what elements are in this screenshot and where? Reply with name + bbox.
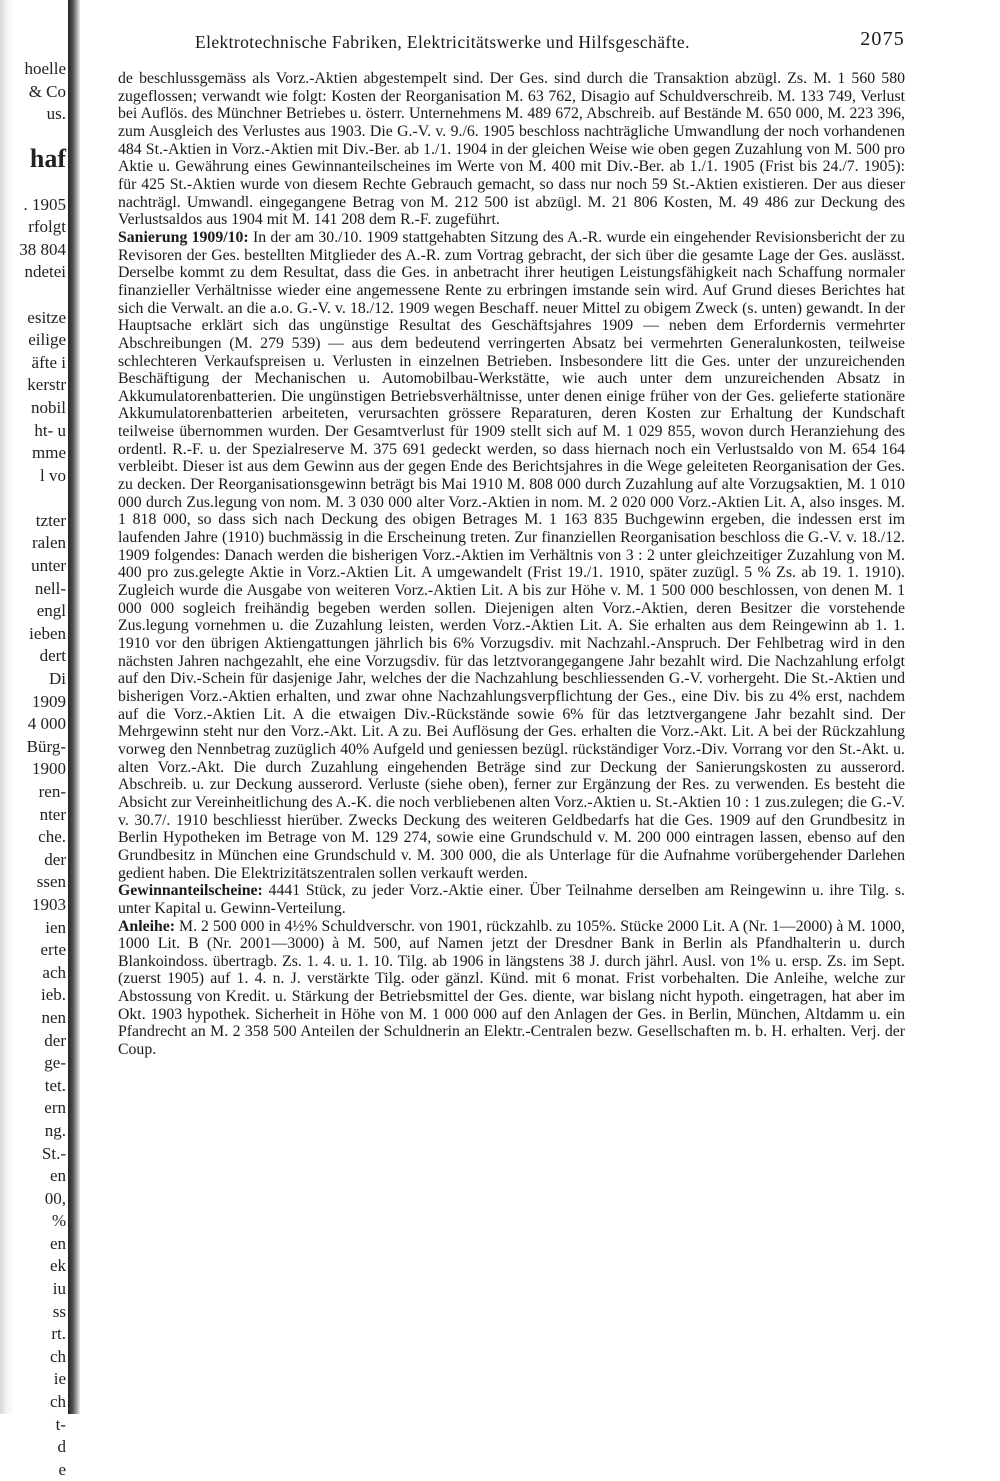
fragment-line: kerstr bbox=[27, 375, 66, 395]
fragment-line: ren- bbox=[38, 782, 66, 801]
fragment-line: us. bbox=[46, 104, 66, 124]
running-header bbox=[195, 28, 905, 56]
fragment-line: ie bbox=[53, 1369, 66, 1389]
fragment-line: ieb. bbox=[40, 985, 66, 1005]
paragraph-text: de beschlussgemäss als Vorz.-Aktien abgestempelt sind. Der Ges. sind durch die Transaktion abzügl. Zs. M. 1 560 580 zugeflossen; verwandt wie folgt: Kosten der Reorganisation M. 63 762, Disagio auf Schuldverschreib. M. 133 749, Verlust bei Auflös. des Münchner Betriebes u. österr. Unternehmens M. 489 672, Abschreib. auf Bestände M. 650 000, M. 223 396, zum Ausgleich des Verlustes aus 1903. Die G.-V. v. 9./6. 1905 beschloss nachträgliche Umwandlung der noch vorhandenen 484 St.-Aktien in Vorz.-Aktien mit Div.-Ber. ab 1./1. 1904 in der gleichen Weise wie oben gegen Zuzahlung von M. 500 pro Aktie u. Gewährung eines Gewinnanteilscheines im Werte von M. 400 mit Div.-Ber. ab 1./1. 1905 (Frist bis 24./7. 1905): für 425 St.-Aktien wurde von diesem Rechte Gebrauch gemacht, so dass nur noch 59 St.-Aktien existieren. Der aus dieser nachträgl. Umwandl. eingegangene Betrag von M. 212 500 ist abzügl. M. 21 806 Kosten, M. 49 486 zur Deckung des Verlustsaldos aus 1904 mit M. 141 208 dem R.-F. zugeführt. bbox=[118, 70, 905, 229]
fragment-line: tet. bbox=[44, 1075, 66, 1095]
page-body bbox=[118, 70, 905, 1406]
paragraph-intro bbox=[118, 70, 905, 229]
fragment-line: en bbox=[49, 1166, 66, 1186]
fragment-line: 1909 bbox=[32, 691, 66, 711]
fragment-line: rt. bbox=[51, 1324, 66, 1344]
fragment-line: . 1905 bbox=[23, 194, 66, 214]
fragment-line: 4 000 bbox=[27, 714, 66, 734]
fragment-line: rfolgt bbox=[28, 217, 66, 237]
fragment-line: ht- u bbox=[34, 420, 66, 440]
paragraph-text: In der am 30./10. 1909 stattgehabten Sitzung des A.-R. wurde ein eingehender Revisionsbericht der zu Revisoren der Ges. bestellten Mitglieder des A.-R. zum Vortrag gebracht, der sich über die gesamte Lage der Ges. auslässt. Derselbe kommt zu dem Resultat, dass die Ges. in anbetracht ihrer heutigen Leistungsfähigkeit nach Schaffung normaler finanzieller Verhältnisse wieder eine angemessene Rente zu erbringen imstande sein wird. Auf Grund dieses Berichtes hat sich die Verwalt. an die a.o. G.-V. v. 18./12. 1909 wegen Beschaff. neuer Mittel zu obigem Zweck (s. unten) gewandt. In der Hauptsache erklärt sich das ungünstige Resultat des Geschäftsjahres 1909 — neben dem Erfordernis vermehrter Abschreibungen (M. 279 539) — aus dem bedeutend verringerten Absatz bei vermehrten Generalunkosten, teilweise schlechteren Verkaufspreisen u. Verlusten in einzelnen Betrieben. Insbesondere litt die Ges. unter der unzureichenden Beschäftigung der Mechanischen u. Automobilbau-Werkstätte, wie auch unter dem unzureichenden Absatz in Akkumulatorenbatterien. Die ungünstigen Betriebsverhältnisse, unter denen einige früher von der Ges. gelieferte stationäre Akkumulatorenbatterien arbeiteten, verursachten grössere Reparaturen, deren Kosten zur Erhaltung der Kundschaft teilweise übernommen wurden. Der Gesamtverlust für 1909 stellt sich auf M. 1 029 855, wovon durch Heranziehung des ordentl. R.-F. u. der Spezialreserve M. 375 691 gedeckt werden, so dass hiernach noch ein Verlustsaldo von M. 654 164 verbleibt. Dieser ist aus dem Gewinn aus der gegen Ende des Berichtsjahres in die Wege geleiteten Reorganisation der Ges. zu decken. Der Reorganisationsgewinn beträgt bis Mai 1910 M. 808 000 durch Zuzahlung auf alte Vorzugsaktien, M. 1 010 000 durch Zus.legung von nom. M. 3 030 000 alter Vorz.-Aktien in nom. M. 2 020 000 Vorz.-Aktien Lit. A, also insges. M. 1 818 000, so dass sich nach Deckung des obigen Betrages M. 1 163 835 Buchgewinn ergeben, die indessen erst im laufenden Jahre (1910) buchmässig in die Erscheinung treten. Zur finanziellen Reorganisation beschloss die G.-V. v. 18./12. 1909 folgendes: Danach werden die bisherigen Vorz.-Aktien im Verhältnis von 3 : 2 unter gleichzeitiger Zuzahlung von M. 400 pro zus.gelegte Aktie in Vorz.-Aktien Lit. A umgewandelt (Frist 19./1. 1910, später zuzügl. 5 % Zs. ab 19. 1. 1910). Zugleich wurde die Ausgabe von weiteren Vorz.-Aktien Lit. A bis zur Höhe v. M. 1 500 000 beschlossen, von denen M. 1 000 000 sogleich freihändig begeben werden sollen. Diejenigen alten Vorz.-Aktien, deren Besitzer die vorstehende Zus.legung vornehmen u. die Zuzahlung leisten, werden Vorz.-Aktien Lit. A. Sie erhalten aus dem Reingewinn ab 1. 1. 1910 vor den übrigen Aktiengattungen jährlich bis 6% Vorzugsdiv. mit Nachzahl.-Anspruch. Der Fehlbetrag wird in den nächsten Jahren nachgezahlt, ehe eine Vorzugsdiv. für das letztvorangegangene Jahr bezahlt wird. Die Nachzahlung erfolgt auf den Div.-Schein für dasjenige Jahr, welches der die Nachzahlung beschliessenden G.-V. vorhergeht. Die St.-Aktien und bisherigen Vorz.-Aktien erhalten, und zwar ohne Nachzahlungsverpflichtung der Ges., eine Div. bis zu 4% erst, nachdem auf die Vorz.-Aktien Lit. A die etwaigen Div.-Rückstände sowie 6% für das letztvergangene Jahr bezahlt sind. Der Mehrgewinn steht nur den Vorz.-Akt. Lit. A zu. Bei Auflösung der Ges. erhalten die Vorz.-Akt. Lit. A bei der Rückzahlung vorweg den Nennbetrag zuzüglich 40% Aufgeld und geniessen bezügl. rückständiger Vorz.-Div. Vorrang vor den St.-Akt. u. alten Vorz.-Akt. Die durch Zuzahlung eingehenden Beträge sind zur Deckung der Sanierungskosten zu ausserord. Abschreib. u. zur Deckung ausserord. Verluste (siehe oben), ferner zur Ergänzung der Res. zu verwenden. Es besteht die Absicht zur Vereinheitlichung des A.-K. die noch verbliebenen alten Vorz.-Aktien u. St.-Aktien 10 : 1 zus.zulegen; die G.-V. v. 30.7/. 1910 beschliesst hierüber. Zwecks Deckung des weiteren Geldbedarfs hat die Ges. 1909 auf den Grundbesitz in Berlin Hypotheken im Betrage von M. 129 274, sowie eine Grundschuld v. M. 200 000 eintragen lassen, ebenso auf den Grundbesitz in München eine Grundschuld v. M. 300 000, die als Unterlage für die Aufnahme vorübergehender Darlehen gedient haben. Die Elektrizitätszentralen sollen verkauft werden. bbox=[118, 228, 905, 882]
fragment-line: dert bbox=[39, 646, 66, 666]
fragment-line: nen bbox=[41, 1007, 66, 1027]
paragraph-gewinnanteilscheine bbox=[118, 882, 905, 917]
fragment-line: nter bbox=[39, 804, 66, 824]
adjacent-page-fragment bbox=[0, 58, 70, 1479]
fragment-line: tzter bbox=[35, 510, 66, 530]
fragment-line: ieben bbox=[29, 623, 66, 643]
paragraph-lead: Gewinnanteilscheine: bbox=[118, 882, 263, 900]
fragment-line: engl bbox=[36, 601, 66, 621]
fragment-line: en bbox=[49, 1233, 66, 1253]
fragment-line bbox=[0, 171, 70, 194]
page-number: 2075 bbox=[860, 28, 905, 50]
fragment-line bbox=[0, 284, 70, 307]
fragment-line: 1903 bbox=[32, 894, 66, 914]
fragment-line: erte bbox=[40, 940, 66, 960]
fragment-line: Di bbox=[49, 669, 66, 689]
paragraph-sanierung bbox=[118, 229, 905, 882]
fragment-line: ss bbox=[52, 1301, 66, 1321]
fragment-line: ek bbox=[49, 1256, 66, 1276]
fragment-line: eilige bbox=[28, 330, 66, 350]
fragment-line: unter bbox=[31, 556, 66, 576]
paragraph-lead: Sanierung 1909/10: bbox=[118, 228, 249, 246]
fragment-line: ge- bbox=[44, 1053, 66, 1073]
fragment-line: St.- bbox=[41, 1143, 66, 1163]
fragment-line: äfte i bbox=[31, 352, 66, 372]
paragraph-anleihe bbox=[118, 918, 905, 1059]
fragment-line: che. bbox=[38, 827, 66, 847]
fragment-line: haf bbox=[29, 144, 66, 174]
paragraph-text: 4441 Stück, zu jeder Vorz.-Aktie einer. Über Teilnahme derselben am Reingewinn u. ihre Tilg. s. unter Kapital u. Gewinn-Verteilung. bbox=[118, 882, 905, 917]
fragment-line bbox=[0, 487, 70, 510]
fragment-line: nell- bbox=[34, 578, 66, 598]
fragment-line: Bürg- bbox=[26, 736, 66, 756]
fragment-line: ch bbox=[49, 1346, 66, 1366]
fragment-line: & Co bbox=[28, 81, 66, 101]
fragment-line: iu bbox=[52, 1279, 66, 1299]
fragment-line: nobil bbox=[31, 397, 66, 417]
fragment-line: l vo bbox=[40, 465, 66, 485]
fragment-line: ralen bbox=[32, 533, 66, 553]
fragment-line: % bbox=[51, 1211, 66, 1231]
fragment-line: 38 804 bbox=[19, 239, 66, 259]
running-title: Elektrotechnische Fabriken, Elektricitätswerke und Hilfsgeschäfte. bbox=[195, 32, 690, 52]
fragment-line: 00, bbox=[44, 1188, 66, 1208]
fragment-line: e bbox=[58, 1459, 66, 1479]
paragraph-text: M. 2 500 000 in 4½% Schuldverschr. von 1901, rückzahlb. zu 105%. Stücke 2000 Lit. A (Nr. 1—2000) à M. 1000, 1000 Lit. B (Nr. 2001—3000) à M. 500, auf Namen jetzt der Dresdner Bank in Berlin als Pfandhalterin u. durch Blankoindoss. übertragb. Zs. 1. 4. u. 1. 10. Tilg. ab 1906 in längstens 38 J. durch jährl. Ausl. von 1% u. ersp. Zs. im Sept. (zuerst 1905) auf 1. 4. n. J. verstärkte Tilg. oder gänzl. Künd. mit 6 monat. Frist vorbehalten. Die Anleihe, welche zur Abstossung von Kredit. u. Stärkung der Betriebsmittel der Ges. diente, war bislang nicht hypoth. eingetragen, hat aber im Okt. 1903 hypothek. Sicherheit in Höhe von M. 1 000 000 auf den Anlagen der Ges. in Berlin, München, Altdamm u. ein Pfandrecht an M. 2 358 500 Anteilen der Schuldnerin an Elektr.-Centralen bezw. Gesellschaften m. b. H. erhalten. Verj. der Coup. bbox=[118, 917, 905, 1059]
fragment-line: ssen bbox=[36, 872, 66, 892]
fragment-line: ien bbox=[45, 917, 66, 937]
fragment-line: hoelle bbox=[24, 59, 66, 78]
fragment-line: t- bbox=[55, 1414, 66, 1434]
fragment-line: ern bbox=[44, 1098, 66, 1118]
fragment-line: 1900 bbox=[32, 759, 66, 779]
fragment-line: ach bbox=[42, 962, 66, 982]
fragment-line: der bbox=[44, 849, 66, 869]
fragment-line: esitze bbox=[27, 307, 66, 327]
fragment-line: ndetei bbox=[24, 262, 66, 282]
fragment-line: ng. bbox=[44, 1120, 66, 1140]
book-gutter bbox=[68, 0, 80, 1414]
fragment-line: mme bbox=[32, 443, 66, 463]
fragment-line: d bbox=[57, 1437, 66, 1457]
fragment-line: ch bbox=[49, 1392, 66, 1412]
fragment-line: der bbox=[44, 1030, 66, 1050]
paragraph-lead: Anleihe: bbox=[118, 917, 176, 935]
